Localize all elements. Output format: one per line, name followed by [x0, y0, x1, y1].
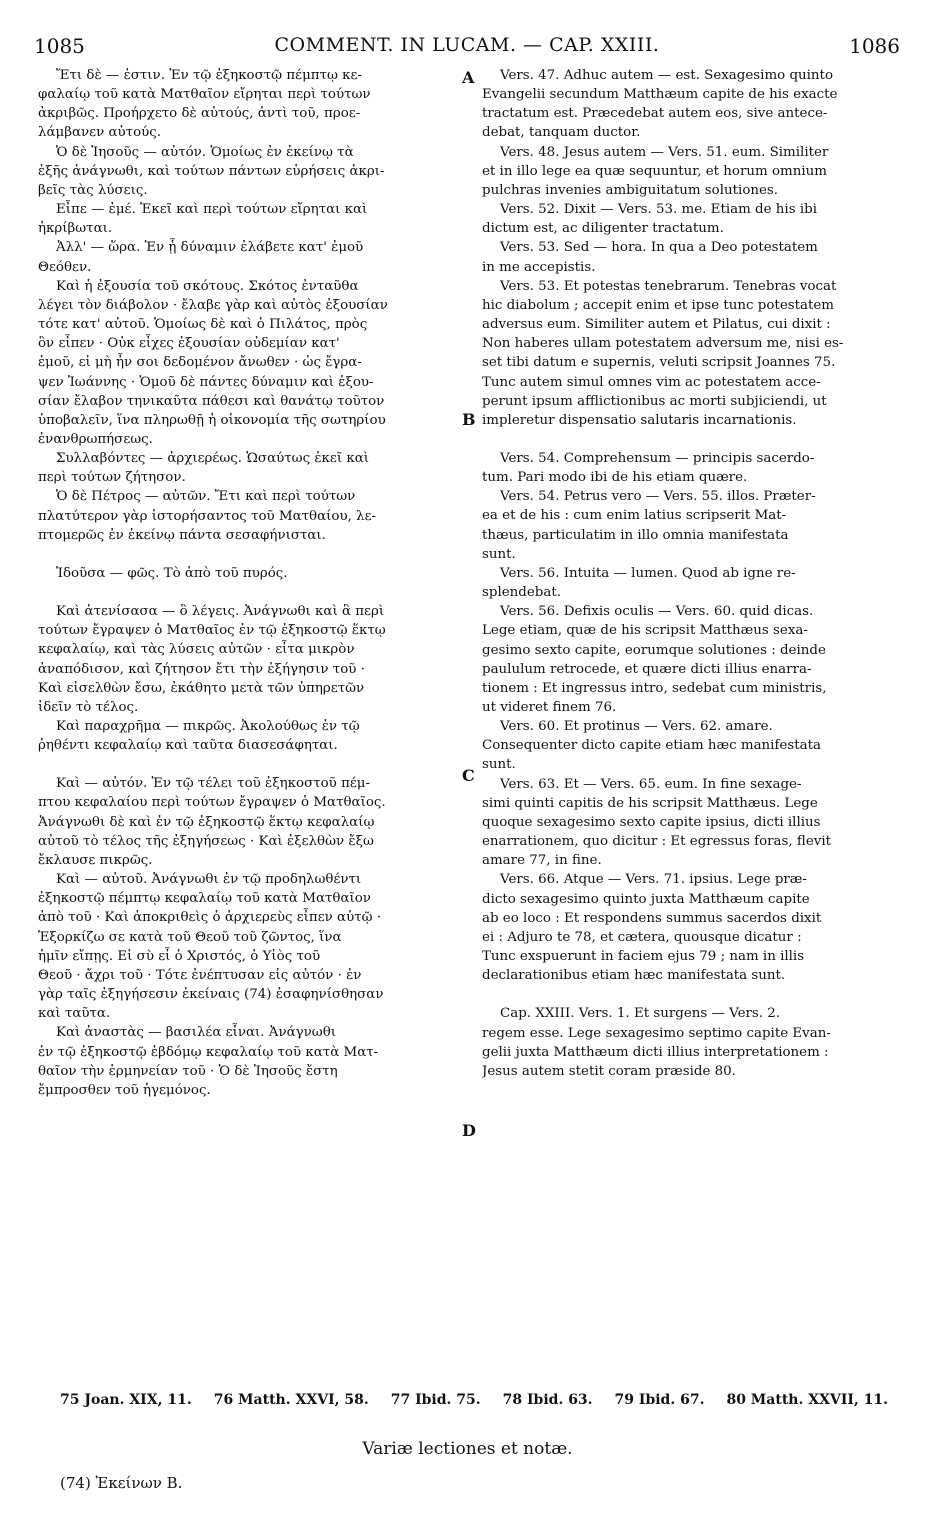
greek-text-line: ὑποβαλεῖν, ἵνα πληρωθῇ ἡ οἰκονομία τῆς σωτηρίου — [38, 412, 386, 428]
latin-text-line: amare 77, in fine. — [482, 853, 602, 869]
latin-paragraph — [482, 487, 900, 564]
greek-paragraph — [38, 66, 460, 143]
greek-text-line: ἠκρίβωται. — [38, 221, 113, 237]
latin-paragraph — [482, 66, 900, 143]
greek-paragraph — [38, 487, 460, 544]
latin-text-line: Vers. 54. Comprehensum — principis sacerdo- — [500, 450, 815, 466]
greek-text-line: Ὁ δὲ Πέτρος — αὐτῶν. Ἔτι καὶ περὶ τούτων — [56, 489, 356, 505]
latin-text-line: tractatum est. Præcedebat autem eos, sive antece- — [482, 106, 828, 122]
greek-text-line: καὶ ταῦτα. — [38, 1006, 111, 1022]
margin-marker-c: C — [462, 766, 475, 785]
greek-text-line: πτου κεφαλαίου περὶ τούτων ἔγραψεν ὁ Ματθαῖος. — [38, 795, 386, 811]
latin-paragraph — [482, 564, 900, 602]
footnote: 79 Ibid. 67. — [614, 1392, 705, 1408]
latin-text-line: Vers. 53. Sed — hora. In qua a Deo potestatem — [500, 240, 818, 256]
page-header — [34, 34, 900, 64]
latin-text-line: Tunc exspuerunt in faciem ejus 79 ; nam in illis — [482, 949, 805, 965]
greek-text-line: βεῖς τὰς λύσεις. — [38, 182, 148, 198]
latin-text-line: regem esse. Lege sexagesimo septimo capite Evan- — [482, 1025, 831, 1041]
margin-marker-b: B — [462, 410, 476, 429]
latin-paragraph — [482, 200, 900, 238]
latin-paragraph — [482, 602, 900, 717]
running-title: COMMENT. IN LUCAM. — CAP. XXIII. — [274, 34, 660, 56]
greek-text-line: λέγει τὸν διάβολον · ἔλαβε γὰρ καὶ αὐτὸς ἐξουσίαν — [38, 297, 388, 313]
greek-text-line: Ἔτι δὲ — ἐστιν. Ἐν τῷ ἐξηκοστῷ πέμπτῳ κε- — [56, 68, 363, 83]
latin-text-line: gelii juxta Matthæum dicti illius interpretationem : — [482, 1044, 829, 1060]
greek-text-line: θαῖον τὴν ἑρμηνείαν τοῦ · Ὁ δὲ Ἰησοῦς ἔστη — [38, 1063, 338, 1079]
latin-text-line: Vers. 54. Petrus vero — Vers. 55. illos. Præter- — [500, 489, 816, 505]
greek-text-line: Ὁ δὲ Ἰησοῦς — αὐτόν. Ὁμοίως ἐν ἐκείνῳ τὰ — [56, 144, 354, 160]
latin-text-line: Lege etiam, quæ de his scripsit Matthæus sexa- — [482, 623, 808, 639]
latin-paragraph — [482, 775, 900, 871]
greek-text-line: ἔμπροσθεν τοῦ ἡγεμόνος. — [38, 1082, 211, 1098]
greek-paragraph — [38, 1023, 460, 1100]
variant-note: (74) Ἐκείνων B. — [60, 1474, 183, 1492]
latin-text-line: Tunc autem simul omnes vim ac potestatem acce- — [482, 374, 821, 390]
greek-paragraph — [38, 238, 460, 276]
greek-text-line: Καὶ ἀναστὰς — βασιλέα εἶναι. Ἀνάγνωθι — [56, 1025, 337, 1041]
latin-text-line: dictum est, ac diligenter tractatum. — [482, 221, 724, 237]
greek-paragraph — [38, 602, 460, 717]
greek-text-line: ἐμοῦ, εἰ μὴ ἦν σοι δεδομένον ἄνωθεν · ὡς ἔγρα- — [38, 355, 362, 371]
latin-text-line: splendebat. — [482, 585, 561, 601]
greek-text-line: αὐτοῦ τὸ τέλος τῆς ἐξηγήσεως · Καὶ ἐξελθὼν ἔξω — [38, 833, 374, 849]
greek-text-line: Καὶ παραχρῆμα — πικρῶς. Ἀκολούθως ἐν τῷ — [56, 719, 360, 734]
greek-text-line: σίαν ἔλαβον τηνικαῦτα πάθεσι καὶ θανάτῳ τοῦτον — [38, 393, 385, 409]
latin-text-line: declarationibus etiam hæc manifestata sunt. — [482, 968, 786, 984]
latin-text-line: set tibi datum e supernis, veluti scripsit Joannes 75. — [482, 355, 836, 371]
latin-text-line: Evangelii secundum Matthæum capite de his exacte — [482, 87, 838, 103]
latin-text-line: Vers. 63. Et — Vers. 65. eum. In fine sexage- — [500, 776, 802, 792]
page-number-left: 1085 — [34, 34, 85, 58]
greek-text-line: κεφαλαίῳ, καὶ τὰς λύσεις αὐτῶν · εἶτα μικρὸν — [38, 642, 355, 658]
greek-text-line: Θεοῦ · ἄχρι τοῦ · Τότε ἐνέπτυσαν εἰς αὐτόν · ἐν — [38, 967, 362, 983]
greek-text-line: ῥηθέντι κεφαλαίῳ καὶ ταῦτα διασεσάφηται. — [38, 738, 338, 754]
latin-text-line: Vers. 56. Defixis oculis — Vers. 60. quid dicas. — [500, 604, 814, 620]
greek-text-line: πτομερῶς ἐν ἐκείνῳ πάντα σεσαφήνισται. — [38, 527, 326, 543]
greek-text-line: γὰρ ταῖς ἐξηγήσεσιν ἐκείναις (74) ἐσαφηνίσθησαν — [38, 987, 384, 1003]
greek-text-line: ἀκριβῶς. Προήρχετο δὲ αὐτούς, ἀντὶ τοῦ, προε- — [38, 106, 361, 122]
greek-text-line: λάμβανεν αὐτούς. — [38, 125, 162, 141]
greek-paragraph — [38, 143, 460, 200]
margin-marker-d: D — [462, 1121, 476, 1140]
greek-text-line: ὃν εἶπεν · Οὐκ εἶχες ἐξουσίαν οὐδεμίαν κατ' — [38, 336, 340, 352]
latin-paragraph — [482, 1004, 900, 1081]
greek-text-line: Συλλαβόντες — ἀρχιερέως. Ὡσαύτως ἐκεῖ καὶ — [56, 451, 369, 467]
latin-paragraph — [482, 277, 900, 430]
greek-paragraph — [38, 449, 460, 487]
greek-text-line: τότε κατ' αὐτοῦ. Ὁμοίως δὲ καὶ ὁ Πιλάτος, πρὸς — [38, 317, 368, 333]
footnote: 75 Joan. XIX, 11. — [60, 1392, 192, 1408]
latin-text-line: Vers. 66. Atque — Vers. 71. ipsius. Lege præ- — [500, 872, 807, 888]
greek-text-line: Ἀλλ' — ὥρα. Ἐν ᾗ δύναμιν ἐλάβετε κατ' ἐμοῦ — [56, 240, 364, 256]
latin-text-line: Vers. 52. Dixit — Vers. 53. me. Etiam de his ibi — [500, 202, 817, 218]
latin-text-line: Non haberes ullam potestatem adversum me, nisi es- — [482, 336, 844, 352]
latin-text-line: ut videret finem 76. — [482, 700, 617, 715]
greek-text-line: Καὶ — αὐτόν. Ἐν τῷ τέλει τοῦ ἐξηκοστοῦ πέμ- — [56, 776, 371, 792]
latin-text-line: quoque sexagesimo sexto capite ipsius, dicti illius — [482, 814, 821, 830]
greek-column — [38, 66, 460, 1100]
greek-paragraph — [38, 774, 460, 870]
greek-text-line: τούτων ἔγραψεν ὁ Ματθαῖος ἐν τῷ ἑξηκοστῷ ἕκτῳ — [38, 623, 386, 639]
greek-text-line: ἰδεῖν τὸ τέλος. — [38, 699, 139, 715]
greek-text-line: ἀπὸ τοῦ · Καὶ ἀποκριθεὶς ὁ ἀρχιερεὺς εἶπεν αὐτῷ · — [38, 910, 382, 926]
variae-lectiones-heading: Variæ lectiones et notæ. — [362, 1439, 573, 1459]
greek-text-line: ἔκλαυσε πικρῶς. — [38, 852, 153, 868]
latin-text-line: simi quinti capitis de his scripsit Matthæus. Lege — [482, 795, 818, 811]
latin-text-line: et in illo lege ea quæ sequuntur, et horum omnium — [482, 163, 827, 179]
latin-text-line: pulchras invenies ambiguitatum solutiones. — [482, 182, 779, 198]
margin-marker-a: A — [462, 68, 475, 87]
greek-text-line: ἀναπόδισον, καὶ ζήτησον ἔτι τὴν ἐξήγησιν τοῦ · — [38, 661, 365, 677]
latin-text-line: Vers. 60. Et protinus — Vers. 62. amare. — [500, 719, 773, 735]
latin-paragraph — [482, 717, 900, 774]
greek-text-line: φαλαίῳ τοῦ κατὰ Ματθαῖον εἴρηται περὶ τούτων — [38, 87, 371, 103]
greek-text-line: Καὶ — αὐτοῦ. Ἀνάγνωθι ἐν τῷ προδηλωθέντι — [56, 872, 362, 888]
latin-text-line: in me accepistis. — [482, 259, 596, 275]
greek-text-line: Καὶ ἡ ἐξουσία τοῦ σκότους. Σκότος ἐνταῦθα — [56, 278, 359, 294]
latin-text-line: Vers. 53. Et potestas tenebrarum. Tenebras vocat — [500, 278, 837, 294]
greek-text-line: ψεν Ἰωάννης · Ὁμοῦ δὲ πάντες δύναμιν καὶ ἐξου- — [38, 374, 374, 390]
latin-text-line: Consequenter dicto capite etiam hæc manifestata — [482, 738, 821, 754]
greek-paragraph — [38, 870, 460, 1023]
greek-text-line: ἡμῖν εἴπῃς. Εἰ σὺ εἶ ὁ Χριστός, ὁ Υἱὸς τοῦ — [38, 948, 321, 964]
latin-text-line: debat, tanquam ductor. — [482, 125, 641, 141]
greek-text-line: ἐνανθρωπήσεως. — [38, 431, 153, 447]
greek-text-line: Εἶπε — ἐμέ. Ἐκεῖ καὶ περὶ τούτων εἴρηται καὶ — [56, 202, 368, 218]
greek-text-line: ἐξηκοστῷ πέμπτῳ κεφαλαίῳ τοῦ κατὰ Ματθαῖον — [38, 891, 371, 907]
latin-text-line: sunt. — [482, 757, 516, 773]
footnote: 78 Ibid. 63. — [502, 1392, 593, 1408]
latin-paragraph — [482, 449, 900, 487]
latin-text-line: ea et de his : cum enim latius scripserit Mat- — [482, 508, 787, 524]
latin-paragraph — [482, 238, 900, 276]
latin-paragraph — [482, 143, 900, 200]
latin-text-line: sunt. — [482, 546, 516, 562]
latin-text-line: perunt ipsum afflictionibus ac morti subjiciendi, ut — [482, 393, 827, 409]
greek-paragraph — [38, 717, 460, 755]
latin-paragraph — [482, 870, 900, 985]
greek-text-line: ἑξῆς ἀνάγνωθι, καὶ τούτων πάντων εὑρήσεις ἀκρι- — [38, 163, 385, 179]
greek-text-line: περὶ τούτων ζήτησον. — [38, 470, 186, 486]
latin-text-line: adversus eum. Similiter autem et Pilatus, cui dixit : — [482, 317, 831, 333]
greek-paragraph — [38, 200, 460, 238]
latin-text-line: Vers. 47. Adhuc autem — est. Sexagesimo quinto — [500, 68, 833, 83]
latin-text-line: ab eo loco : Et respondens summus sacerdos dixit — [482, 910, 822, 926]
latin-text-line: gesimo sexto capite, eorumque solutiones : deinde — [482, 642, 826, 658]
latin-text-line: Vers. 48. Jesus autem — Vers. 51. eum. Similiter — [500, 144, 829, 160]
footnote: 77 Ibid. 75. — [390, 1392, 481, 1408]
latin-text-line: Jesus autem stetit coram præside 80. — [482, 1063, 736, 1079]
latin-text-line: hic diabolum ; accepit enim et ipse tunc potestatem — [482, 297, 834, 313]
footnotes — [60, 1392, 910, 1408]
latin-text-line: dicto sexagesimo quinto juxta Matthæum capite — [482, 891, 810, 907]
latin-text-line: ei : Adjuro te 78, et cætera, quousque dicatur : — [482, 929, 802, 945]
latin-text-line: tum. Pari modo ibi de his etiam quære. — [482, 470, 748, 486]
greek-text-line: Καὶ ἀτενίσασα — ὃ λέγεις. Ἀνάγνωθι καὶ ἃ περὶ — [56, 604, 385, 620]
footnote: 80 Matth. XXVII, 11. — [726, 1392, 889, 1408]
latin-text-line: enarrationem, quo dicitur : Et egressus foras, flevit — [482, 834, 831, 850]
greek-text-line: ἐν τῷ ἐξηκοστῷ ἑβδόμῳ κεφαλαίῳ τοῦ κατὰ Ματ- — [38, 1044, 379, 1060]
greek-text-line: Καὶ εἰσελθὼν ἔσω, ἐκάθητο μετὰ τῶν ὑπηρετῶν — [38, 680, 365, 696]
greek-text-line: Θεόθεν. — [38, 259, 92, 275]
latin-text-line: Cap. XXIII. Vers. 1. Et surgens — Vers. 2. — [500, 1006, 781, 1022]
latin-text-line: impleretur dispensatio salutaris incarnationis. — [482, 412, 797, 428]
greek-paragraph — [38, 277, 460, 449]
footnote: 76 Matth. XXVI, 58. — [213, 1392, 369, 1408]
greek-text-line: Ἐξορκίζω σε κατὰ τοῦ Θεοῦ τοῦ ζῶντος, ἵνα — [38, 929, 342, 945]
greek-text-line: Ἰδοῦσα — φῶς. Τὸ ἀπὸ τοῦ πυρός. — [56, 565, 288, 581]
latin-text-line: thæus, particulatim in illo omnia manifestata — [482, 527, 789, 543]
greek-paragraph — [38, 564, 460, 583]
latin-column — [482, 66, 900, 1081]
page-number-right: 1086 — [849, 34, 900, 58]
greek-text-line: Ἀνάγνωθι δὲ καὶ ἐν τῷ ἐξηκοστῷ ἕκτῳ κεφαλαίῳ — [38, 814, 375, 830]
latin-text-line: Vers. 56. Intuita — lumen. Quod ab igne re- — [500, 565, 796, 581]
greek-text-line: πλατύτερον γὰρ ἱστορήσαντος τοῦ Ματθαίου, λε- — [38, 508, 377, 524]
latin-text-line: tionem : Et ingressus intro, sedebat cum ministris, — [482, 680, 827, 696]
latin-text-line: paululum retrocede, et quære dicti illius enarra- — [482, 661, 812, 677]
